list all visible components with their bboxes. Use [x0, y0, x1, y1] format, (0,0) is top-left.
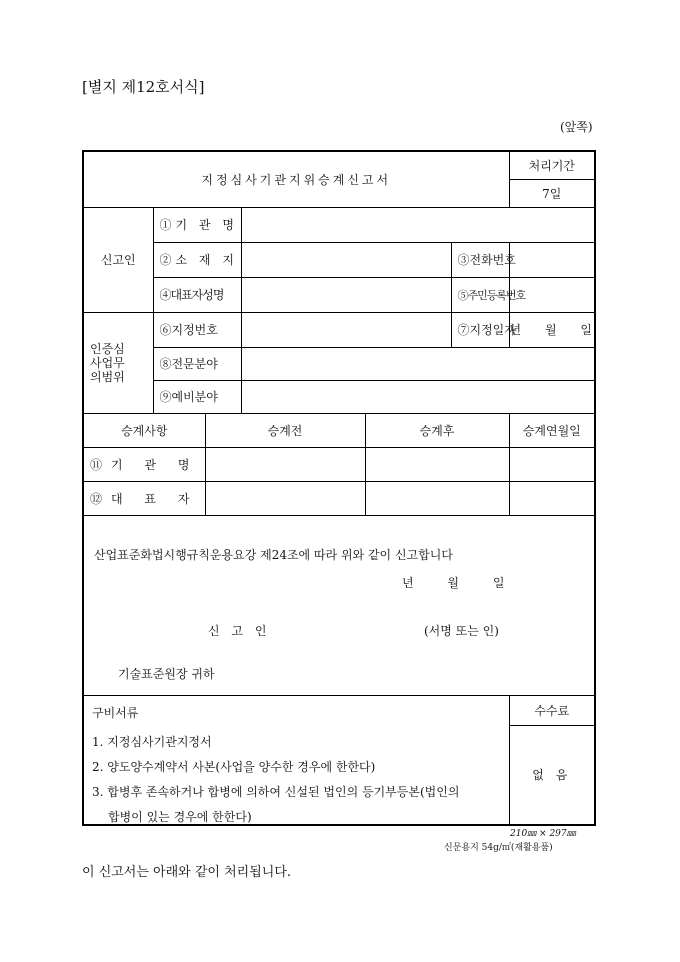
- document-item-2: 2. 양도양수계약서 사본(사업을 양수한 경우에 한한다): [92, 759, 376, 774]
- succession-header-item: 승계사항: [83, 413, 205, 447]
- designation-number-label: ⑥지정번호: [153, 312, 241, 347]
- declarant-label: 신 고 인: [208, 623, 271, 638]
- scope-section-label: 인증심사업무의범위: [83, 312, 153, 413]
- recipient: 기술표준원장 귀하: [118, 666, 215, 681]
- succession-agency-after-field[interactable]: [365, 447, 509, 481]
- representative-field[interactable]: [241, 277, 451, 312]
- declaration-form: [82, 150, 596, 826]
- location-field[interactable]: [241, 242, 451, 277]
- form-reference: [별지 제12호서식]: [82, 78, 205, 96]
- declaration-section: [83, 515, 595, 695]
- designation-date-label: ⑦지정일자: [451, 312, 509, 347]
- succession-agency-date-field[interactable]: [509, 447, 595, 481]
- paper-stock: 신문용지 54g/㎡(재활용품): [444, 843, 553, 853]
- agency-name-field[interactable]: [241, 207, 595, 242]
- document-item-3: 3. 합병후 존속하거나 합병에 의하여 신설된 법인의 등기부등본(법인의: [92, 784, 460, 799]
- location-label: ②소 재 지: [153, 242, 241, 277]
- succession-agency-before-field[interactable]: [205, 447, 365, 481]
- form-title: 지정심사기관지위승계신고서: [83, 151, 509, 207]
- phone-label: ③전화번호: [451, 242, 509, 277]
- resident-number-label: ⑤주민등록번호: [451, 277, 509, 312]
- fee-value: 없 음: [509, 725, 595, 825]
- document-item-1: 1. 지정심사기관지정서: [92, 734, 212, 749]
- signature-label: (서명 또는 인): [424, 623, 499, 638]
- applicant-section-label: 신고인: [83, 207, 153, 312]
- representative-label: ④대표자성명: [153, 277, 241, 312]
- documents-label: 구비서류: [92, 705, 139, 720]
- preliminary-field[interactable]: [241, 380, 595, 413]
- agency-name-label: ①기 관 명: [153, 207, 241, 242]
- succession-header-after: 승계후: [365, 413, 509, 447]
- designation-number-field[interactable]: [241, 312, 451, 347]
- declaration-statement: 산업표준화법시행규칙운용요강 제24조에 따라 위와 같이 신고합니다: [94, 547, 453, 562]
- declaration-date: 년 월 일: [402, 575, 505, 590]
- processing-period-value: 7일: [509, 179, 595, 207]
- processing-note: 이 신고서는 아래와 같이 처리됩니다.: [82, 865, 292, 880]
- succession-rep-date-field[interactable]: [509, 481, 595, 515]
- succession-header-before: 승계전: [205, 413, 365, 447]
- designation-date-field[interactable]: 년 월 일: [509, 312, 595, 347]
- specialty-label: ⑧전문분야: [153, 347, 241, 380]
- front-side-label: (앞쪽): [560, 120, 593, 134]
- succession-header-date: 승계연월일: [509, 413, 595, 447]
- phone-field[interactable]: [509, 242, 595, 277]
- succession-row-representative: ⑫대 표 자: [83, 481, 205, 515]
- succession-rep-after-field[interactable]: [365, 481, 509, 515]
- document-item-3-cont: 합병이 있는 경우에 한한다): [108, 809, 252, 824]
- succession-rep-before-field[interactable]: [205, 481, 365, 515]
- succession-row-agency-name: ⑪기 관 명: [83, 447, 205, 481]
- preliminary-label: ⑨예비분야: [153, 380, 241, 413]
- specialty-field[interactable]: [241, 347, 595, 380]
- processing-period-label: 처리기간: [509, 151, 595, 179]
- required-documents: [83, 695, 509, 825]
- paper-size: 210㎜ × 297㎜: [510, 829, 576, 839]
- fee-label: 수수료: [509, 695, 595, 725]
